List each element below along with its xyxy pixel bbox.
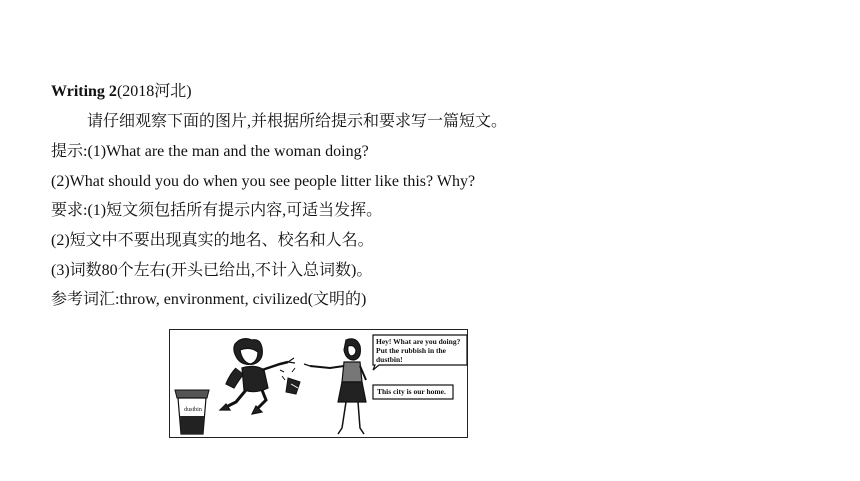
reference-vocabulary: 参考词汇:throw, environment, civilized(文明的) <box>51 291 367 308</box>
woman-figure <box>304 339 366 434</box>
writing-title-label: Writing 2 <box>51 83 117 100</box>
hint-2: (2)What should you do when you see people litter like this? Why? <box>51 173 476 190</box>
speech-1-line-1: Hey! What are you doing? <box>376 337 461 346</box>
writing-title-source: (2018河北) <box>116 83 192 100</box>
requirement-3: (3)词数80个左右(开头已给出,不计入总词数)。 <box>51 262 373 279</box>
hint-1: 提示:(1)What are the man and the woman doing? <box>51 143 369 160</box>
requirement-2: (2)短文中不要出现真实的地名、校名和人名。 <box>51 232 374 249</box>
man-figure <box>220 339 295 414</box>
illustration <box>169 329 468 438</box>
writing-title <box>51 82 192 102</box>
dustbin-label: dustbin <box>184 407 202 413</box>
speech-1-text <box>376 337 460 364</box>
speech-2-text: This city is our home. <box>377 387 446 396</box>
speech-1-line-3: dustbin! <box>376 355 403 364</box>
speech-1-line-2: Put the rubbish in the <box>376 346 447 355</box>
instruction-text: 请仔细观察下面的图片,并根据所给提示和要求写一篇短文。 <box>87 113 508 130</box>
rubbish-icon <box>280 368 300 394</box>
requirement-1: 要求:(1)短文须包括所有提示内容,可适当发挥。 <box>51 202 383 219</box>
